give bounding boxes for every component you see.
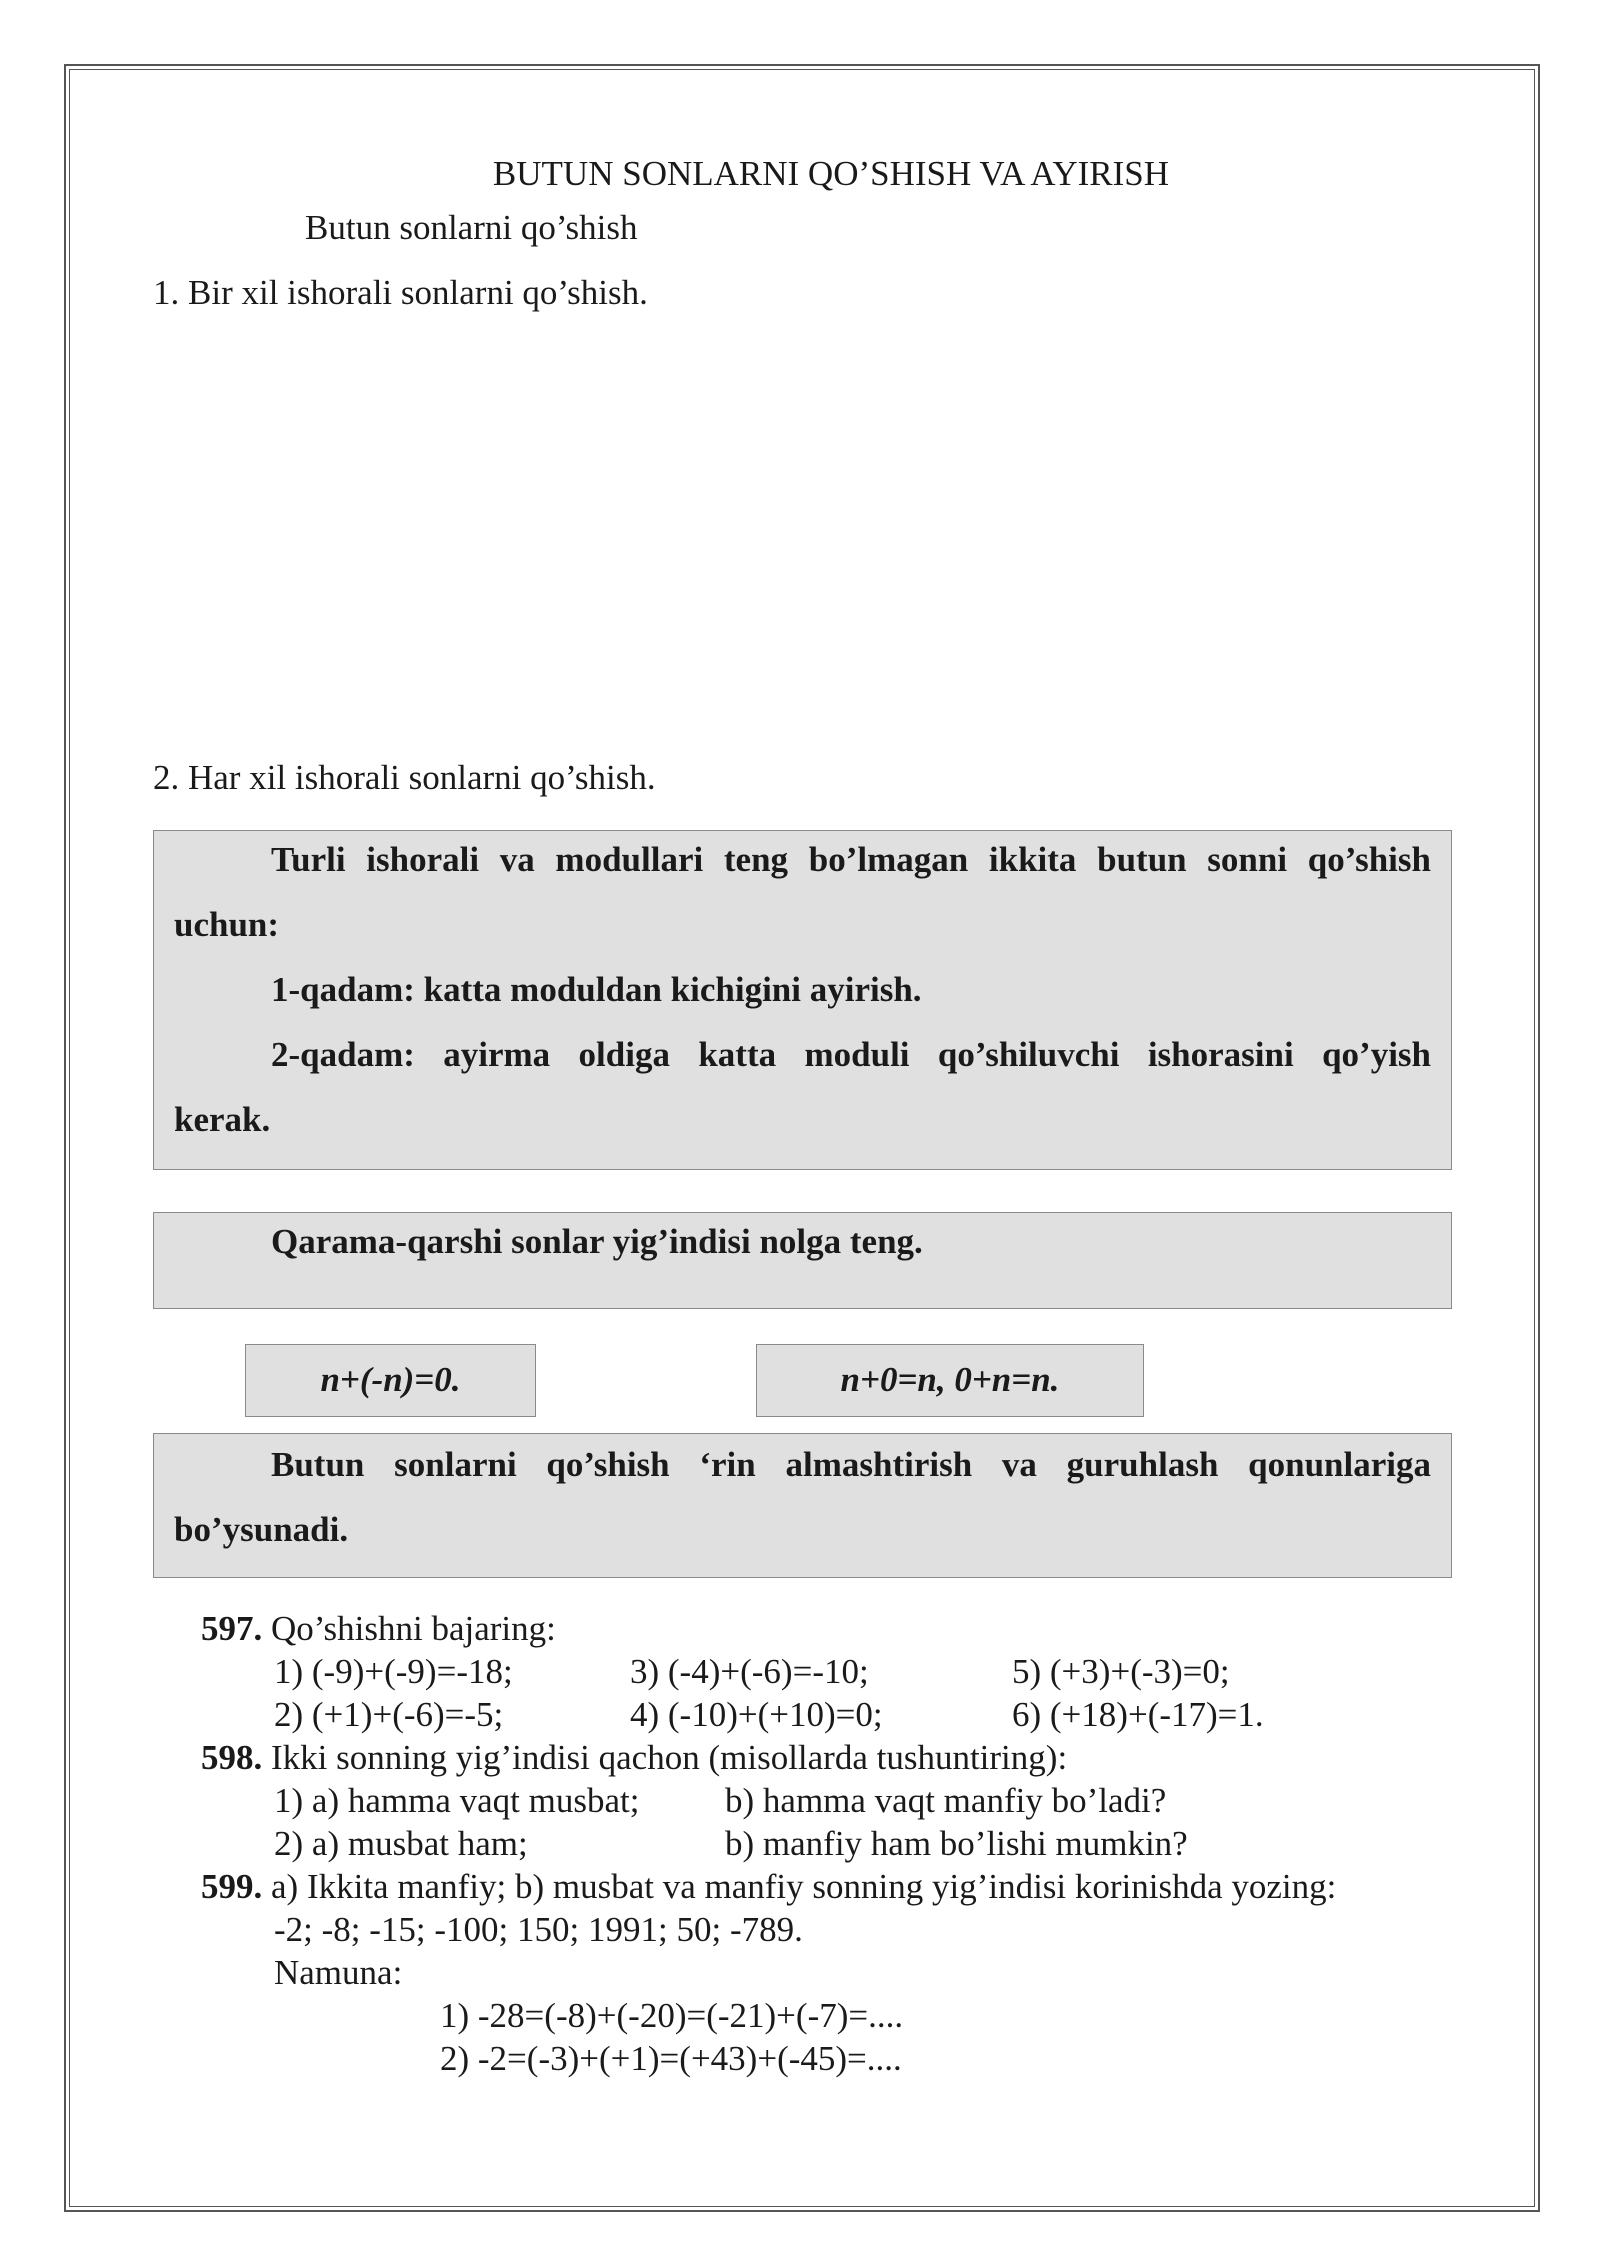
rule-box	[153, 830, 1452, 1170]
exercise-598-row-2a: 2) a) musbat ham;	[274, 1824, 528, 1863]
exercise-598-row-2b: b) manfiy ham bo’lishi mumkin?	[725, 1824, 1188, 1863]
exercise-597-text: Qo’shishni bajaring:	[271, 1609, 556, 1648]
exercise-597-item-3: 3) (-4)+(-6)=-10;	[630, 1652, 869, 1691]
rule-step-2: 2-qadam: ayirma oldiga katta moduli qo’shiluvchi ishorasini qo’yish	[271, 1035, 1431, 1074]
exercise-598-number: 598.	[201, 1738, 263, 1777]
rule-line-2: uchun:	[174, 905, 280, 944]
exercise-598-row-1a: 1) a) hamma vaqt musbat;	[274, 1781, 640, 1820]
rule-step-1: 1-qadam: katta moduldan kichigini ayirish.	[271, 970, 922, 1009]
opposite-numbers-text: Qarama-qarshi sonlar yig’indisi nolga teng.	[271, 1222, 923, 1261]
page-title: BUTUN SONLARNI QO’SHISH VA AYIRISH	[492, 154, 1170, 193]
formula-box-right: n+0=n, 0+n=n.	[756, 1344, 1144, 1417]
exercise-598-row-1b: b) hamma vaqt manfiy bo’ladi?	[725, 1781, 1167, 1820]
subtitle: Butun sonlarni qo’shish	[305, 208, 638, 247]
exercise-598-heading	[201, 1737, 1067, 1779]
exercise-597-item-4: 4) (-10)+(+10)=0;	[630, 1695, 883, 1734]
exercise-597-item-5: 5) (+3)+(-3)=0;	[1012, 1652, 1230, 1691]
exercise-597-heading	[201, 1608, 556, 1650]
exercise-597-item-1: 1) (-9)+(-9)=-18;	[274, 1652, 513, 1691]
exercise-599-number: 599.	[201, 1867, 263, 1906]
opposite-numbers-box	[153, 1212, 1452, 1309]
rule-line-1: Turli ishorali va modullari teng bo’lmagan ikkita butun sonni qo’shish	[271, 840, 1431, 879]
exercise-599-numbers: -2; -8; -15; -100; 150; 1991; 50; -789.	[274, 1910, 803, 1949]
section-2-heading: 2. Har xil ishorali sonlarni qo’shish.	[153, 758, 656, 797]
rule-line-5: kerak.	[174, 1100, 271, 1139]
section-1-heading: 1. Bir xil ishorali sonlarni qo’shish.	[153, 273, 648, 312]
exercise-597-item-2: 2) (+1)+(-6)=-5;	[274, 1695, 504, 1734]
exercise-599-sample-label: Namuna:	[274, 1953, 403, 1992]
exercise-599-text: a) Ikkita manfiy; b) musbat va manfiy sonning yig’indisi korinishda yozing:	[271, 1867, 1337, 1906]
exercise-597-number: 597.	[201, 1609, 263, 1648]
laws-line-1: Butun sonlarni qo’shish ‘rin almashtirish va guruhlash qonunlariga	[271, 1445, 1431, 1484]
exercise-599-sample-1: 1) -28=(-8)+(-20)=(-21)+(-7)=....	[440, 1996, 904, 2035]
exercise-599-sample-2: 2) -2=(-3)+(+1)=(+43)+(-45)=....	[440, 2039, 902, 2078]
formula-box-left: n+(-n)=0.	[245, 1344, 536, 1417]
laws-line-2: bo’ysunadi.	[174, 1510, 349, 1549]
laws-box	[153, 1433, 1452, 1578]
exercise-599-heading	[201, 1866, 1336, 1908]
exercise-598-text: Ikki sonning yig’indisi qachon (misollarda tushuntiring):	[271, 1738, 1068, 1777]
exercise-597-item-6: 6) (+18)+(-17)=1.	[1012, 1695, 1264, 1734]
